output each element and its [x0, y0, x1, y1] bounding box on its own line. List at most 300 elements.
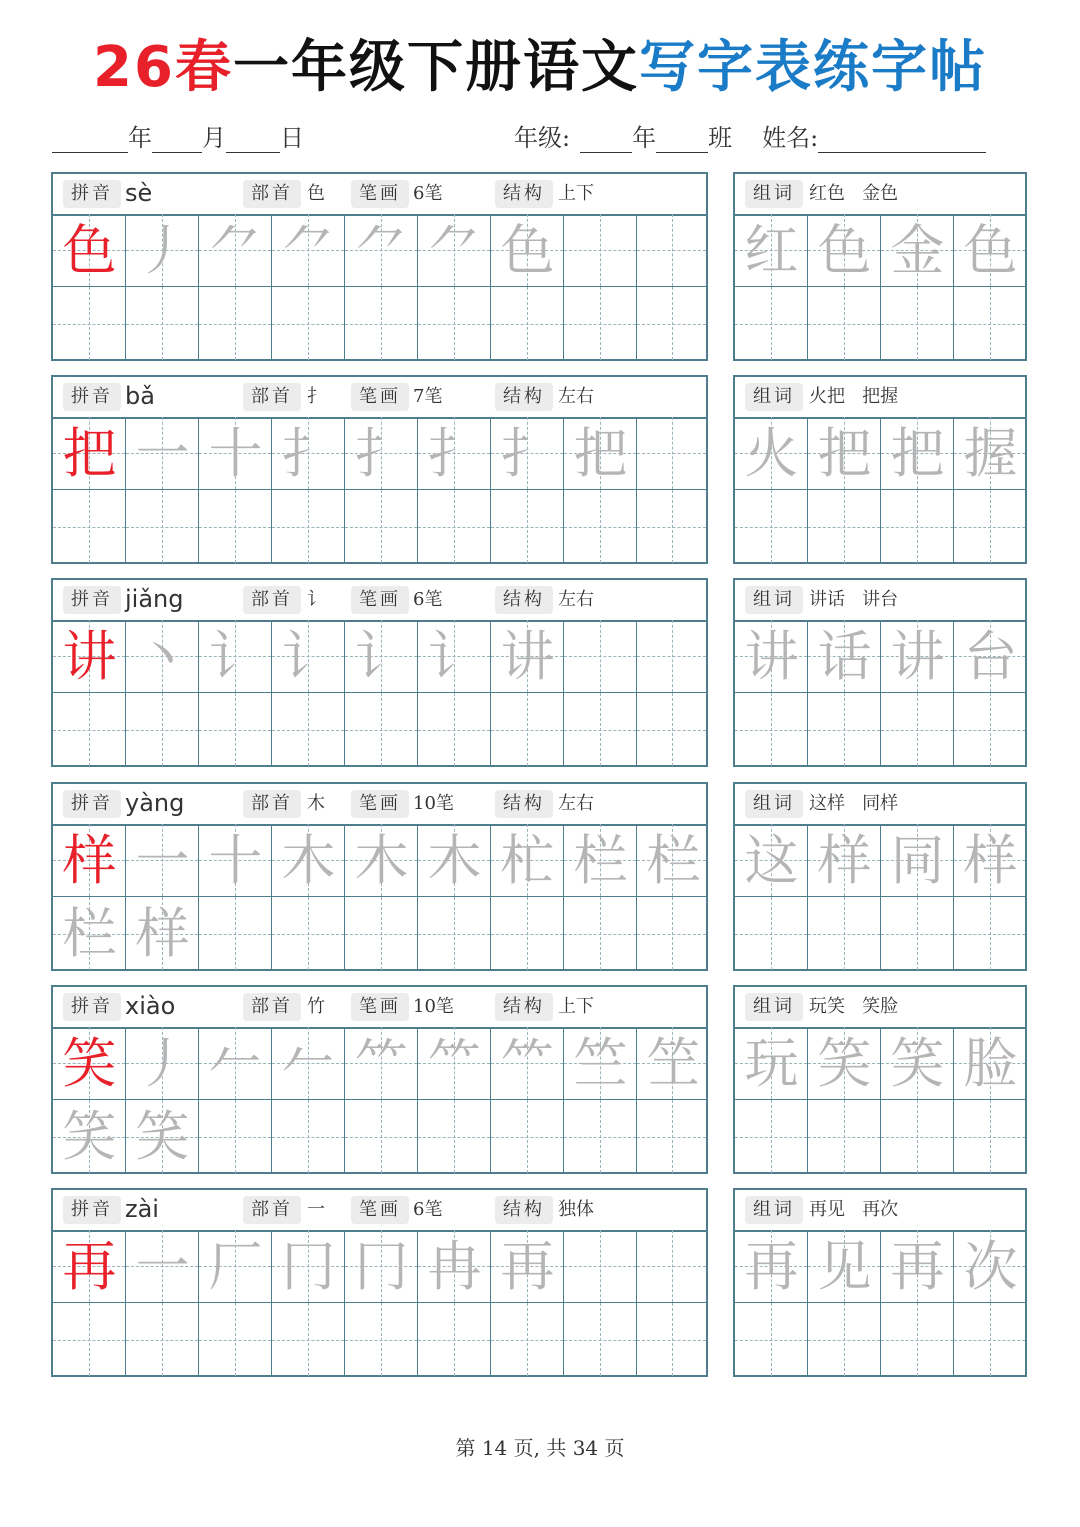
writing-cell[interactable]: [199, 1027, 272, 1100]
words-panel: [733, 172, 1027, 361]
writing-cell[interactable]: [199, 1100, 272, 1173]
words-value: 火把 把握: [809, 386, 899, 407]
writing-cell[interactable]: [418, 417, 491, 490]
writing-cell[interactable]: [126, 824, 199, 897]
writing-cell[interactable]: [808, 693, 881, 766]
writing-cell[interactable]: [272, 1100, 345, 1173]
writing-cell[interactable]: [881, 1230, 954, 1303]
writing-cell[interactable]: [491, 417, 564, 490]
info-bar: [53, 784, 706, 826]
stroke-step-character: 丿: [135, 1032, 190, 1095]
writing-cell[interactable]: [881, 824, 954, 897]
words-tag: 组词: [745, 993, 803, 1021]
words-panel: [733, 1188, 1027, 1377]
writing-cell[interactable]: [735, 1100, 808, 1173]
writing-cell[interactable]: [199, 287, 272, 360]
strokes-value: 6笔: [413, 589, 443, 610]
writing-cell[interactable]: [418, 490, 491, 563]
radical-value: 色: [307, 183, 325, 204]
stroke-step-character: 冂: [354, 1235, 409, 1298]
stroke-step-character: ⺈: [281, 219, 336, 282]
writing-cell[interactable]: [881, 1303, 954, 1376]
stroke-step-character: ⺈: [208, 219, 263, 282]
stroke-step-character: 冉: [427, 1235, 482, 1298]
stroke-step-character: 把: [573, 422, 628, 485]
words-tag: 组词: [745, 180, 803, 208]
name-label: 姓名:: [762, 124, 819, 152]
word-trace-character: 再: [744, 1235, 799, 1298]
writing-cell[interactable]: [272, 824, 345, 897]
model-character: 再: [62, 1235, 117, 1298]
stroke-step-character: 丶: [135, 625, 190, 688]
model-character: 讲: [62, 625, 117, 688]
writing-cell[interactable]: [808, 1027, 881, 1100]
writing-cell[interactable]: [808, 824, 881, 897]
word-trace-character: 金: [890, 219, 945, 282]
writing-cell[interactable]: [564, 1303, 637, 1376]
writing-cell[interactable]: [53, 620, 126, 693]
pinyin-value: bǎ: [125, 382, 155, 410]
writing-cell[interactable]: [272, 417, 345, 490]
stroke-step-character: 栏: [573, 829, 628, 892]
writing-cell[interactable]: [418, 1027, 491, 1100]
writing-cell[interactable]: [199, 490, 272, 563]
writing-cell[interactable]: [126, 897, 199, 970]
writing-cell[interactable]: [564, 1230, 637, 1303]
practice-panel: [51, 1188, 708, 1377]
writing-cell[interactable]: [637, 490, 706, 563]
stroke-step-character: 扌: [427, 422, 482, 485]
writing-cell[interactable]: [491, 824, 564, 897]
writing-cell[interactable]: [881, 417, 954, 490]
pinyin-value: zài: [125, 1195, 159, 1223]
writing-cell[interactable]: [53, 287, 126, 360]
word-trace-character: 握: [963, 422, 1018, 485]
structure-value: 左右: [558, 386, 594, 407]
writing-cell[interactable]: [491, 214, 564, 287]
radical-tag: 部首: [243, 383, 301, 411]
writing-cell[interactable]: [954, 824, 1025, 897]
stroke-step-character: 讠: [281, 625, 336, 688]
writing-cell[interactable]: [881, 693, 954, 766]
writing-cell[interactable]: [126, 1230, 199, 1303]
info-bar: [53, 1190, 706, 1232]
word-trace-character: 火: [744, 422, 799, 485]
writing-cell[interactable]: [735, 620, 808, 693]
writing-cell[interactable]: [637, 1230, 706, 1303]
writing-cell[interactable]: [53, 1100, 126, 1173]
writing-cell[interactable]: [126, 1303, 199, 1376]
writing-cell[interactable]: [126, 1027, 199, 1100]
stroke-step-character: 栏: [646, 829, 701, 892]
writing-cell[interactable]: [126, 620, 199, 693]
writing-cell[interactable]: [491, 1230, 564, 1303]
pinyin-value: xiào: [125, 992, 176, 1020]
writing-cell[interactable]: [418, 620, 491, 693]
model-character: 笑: [62, 1032, 117, 1095]
stroke-step-character: 一: [135, 829, 190, 892]
radical-value: 木: [307, 793, 325, 814]
stroke-step-character: ⺮: [500, 1032, 555, 1095]
word-trace-character: 脸: [963, 1032, 1018, 1095]
writing-cell[interactable]: [954, 1027, 1025, 1100]
structure-value: 左右: [558, 793, 594, 814]
radical-value: 竹: [307, 996, 325, 1017]
word-trace-character: 见: [817, 1235, 872, 1298]
writing-cell[interactable]: [126, 417, 199, 490]
writing-cell[interactable]: [345, 1230, 418, 1303]
words-value: 再见 再次: [809, 1199, 899, 1220]
writing-cell[interactable]: [53, 693, 126, 766]
title-part-blue: 写字表练字帖: [638, 35, 987, 100]
year-label: 年: [128, 124, 152, 152]
writing-cell[interactable]: [637, 1303, 706, 1376]
writing-cell[interactable]: [735, 417, 808, 490]
writing-cell[interactable]: [954, 1303, 1025, 1376]
writing-cell[interactable]: [735, 287, 808, 360]
structure-value: 左右: [558, 589, 594, 610]
writing-cell[interactable]: [199, 620, 272, 693]
writing-cell[interactable]: [53, 1027, 126, 1100]
writing-cell[interactable]: [954, 1230, 1025, 1303]
structure-value: 上下: [558, 183, 594, 204]
writing-cell[interactable]: [418, 287, 491, 360]
words-bar: [735, 377, 1025, 419]
stroke-step-character: 讠: [354, 625, 409, 688]
writing-cell[interactable]: [735, 693, 808, 766]
writing-cell[interactable]: [881, 287, 954, 360]
writing-cell[interactable]: [272, 1303, 345, 1376]
writing-cell[interactable]: [954, 620, 1025, 693]
writing-cell[interactable]: [881, 1100, 954, 1173]
words-tag: 组词: [745, 1196, 803, 1224]
writing-cell[interactable]: [272, 693, 345, 766]
stroke-step-character: 一: [135, 422, 190, 485]
radical-tag: 部首: [243, 180, 301, 208]
practice-panel: [51, 578, 708, 767]
writing-cell[interactable]: [637, 287, 706, 360]
writing-cell[interactable]: [418, 1100, 491, 1173]
writing-cell[interactable]: [199, 214, 272, 287]
strokes-tag: 笔画: [351, 586, 409, 614]
words-panel: [733, 782, 1027, 971]
words-value: 玩笑 笑脸: [809, 996, 899, 1017]
stroke-step-character: 十: [208, 422, 263, 485]
writing-cell[interactable]: [272, 1230, 345, 1303]
writing-cell[interactable]: [637, 824, 706, 897]
writing-cell[interactable]: [735, 824, 808, 897]
writing-cell[interactable]: [345, 417, 418, 490]
stroke-step-character: 笑: [62, 1105, 117, 1168]
radical-tag: 部首: [243, 586, 301, 614]
structure-value: 独体: [558, 1199, 594, 1220]
day-label: 日: [280, 124, 304, 152]
writing-cell[interactable]: [564, 1027, 637, 1100]
pinyin-tag: 拼音: [63, 993, 121, 1021]
pinyin-value: jiǎng: [125, 585, 184, 613]
radical-tag: 部首: [243, 790, 301, 818]
radical-value: 扌: [307, 386, 325, 407]
stroke-step-character: 讠: [208, 625, 263, 688]
writing-cell[interactable]: [954, 287, 1025, 360]
stroke-step-character: 再: [500, 1235, 555, 1298]
writing-cell[interactable]: [881, 1027, 954, 1100]
writing-cell[interactable]: [954, 1100, 1025, 1173]
writing-cell[interactable]: [881, 214, 954, 287]
writing-cell[interactable]: [954, 214, 1025, 287]
word-trace-character: 讲: [744, 625, 799, 688]
pinyin-value: sè: [125, 179, 153, 207]
stroke-step-character: ⺮: [427, 1032, 482, 1095]
title-part-black: 一年级下册语文: [232, 35, 639, 100]
writing-cell[interactable]: [491, 1027, 564, 1100]
writing-cell[interactable]: [53, 824, 126, 897]
writing-cell[interactable]: [345, 490, 418, 563]
writing-cell[interactable]: [199, 1230, 272, 1303]
pinyin-tag: 拼音: [63, 1196, 121, 1224]
practice-panel: [51, 172, 708, 361]
writing-cell[interactable]: [418, 1303, 491, 1376]
radical-value: 讠: [307, 589, 325, 610]
writing-cell[interactable]: [564, 214, 637, 287]
writing-cell[interactable]: [53, 490, 126, 563]
words-tag: 组词: [745, 586, 803, 614]
writing-cell[interactable]: [637, 620, 706, 693]
words-bar: [735, 174, 1025, 216]
stroke-step-character: 讠: [427, 625, 482, 688]
year-blank[interactable]: [52, 124, 128, 153]
writing-cell[interactable]: [345, 1100, 418, 1173]
stroke-step-character: 样: [135, 902, 190, 965]
words-bar: [735, 1190, 1025, 1232]
writing-cell[interactable]: [126, 490, 199, 563]
writing-cell[interactable]: [53, 214, 126, 287]
stroke-step-character: ⺮: [354, 1032, 409, 1095]
date-line: [52, 118, 304, 158]
practice-panel: [51, 375, 708, 564]
writing-cell[interactable]: [345, 620, 418, 693]
writing-cell[interactable]: [564, 693, 637, 766]
word-trace-character: 次: [963, 1235, 1018, 1298]
stroke-step-character: 扌: [354, 422, 409, 485]
stroke-step-character: ⺈: [354, 219, 409, 282]
word-trace-character: 样: [817, 829, 872, 892]
structure-tag: 结构: [495, 790, 553, 818]
structure-value: 上下: [558, 996, 594, 1017]
writing-cell[interactable]: [53, 897, 126, 970]
structure-tag: 结构: [495, 586, 553, 614]
writing-cell[interactable]: [345, 1027, 418, 1100]
writing-cell[interactable]: [808, 1303, 881, 1376]
writing-cell[interactable]: [272, 1027, 345, 1100]
pinyin-tag: 拼音: [63, 383, 121, 411]
word-trace-character: 这: [744, 829, 799, 892]
day-blank[interactable]: [226, 124, 280, 153]
writing-cell[interactable]: [808, 1100, 881, 1173]
writing-cell[interactable]: [418, 693, 491, 766]
writing-cell[interactable]: [491, 1303, 564, 1376]
writing-cell[interactable]: [491, 620, 564, 693]
strokes-value: 6笔: [413, 1199, 443, 1220]
class-suffix: 班: [708, 124, 733, 152]
writing-cell[interactable]: [491, 490, 564, 563]
name-blank[interactable]: [818, 124, 986, 153]
title-part-red: 26春: [93, 35, 233, 100]
stroke-step-character: 𠂉: [208, 1032, 263, 1095]
words-panel: [733, 375, 1027, 564]
word-trace-character: 把: [817, 422, 872, 485]
practice-panel: [51, 985, 708, 1174]
writing-cell[interactable]: [954, 693, 1025, 766]
stroke-step-character: 木: [281, 829, 336, 892]
radical-value: 一: [307, 1199, 325, 1220]
writing-cell[interactable]: [345, 824, 418, 897]
writing-cell[interactable]: [881, 490, 954, 563]
stroke-step-character: ⺈: [427, 219, 482, 282]
stroke-step-character: 一: [135, 1235, 190, 1298]
writing-cell[interactable]: [199, 1303, 272, 1376]
writing-cell[interactable]: [808, 490, 881, 563]
strokes-tag: 笔画: [351, 1196, 409, 1224]
stroke-step-character: 杧: [500, 829, 555, 892]
writing-cell[interactable]: [735, 1027, 808, 1100]
grade-line: [514, 118, 986, 158]
words-value: 讲话 讲台: [809, 589, 899, 610]
radical-tag: 部首: [243, 1196, 301, 1224]
writing-cell[interactable]: [808, 620, 881, 693]
strokes-tag: 笔画: [351, 383, 409, 411]
writing-cell[interactable]: [418, 824, 491, 897]
writing-cell[interactable]: [637, 1100, 706, 1173]
writing-cell[interactable]: [564, 620, 637, 693]
writing-cell[interactable]: [735, 1230, 808, 1303]
writing-cell[interactable]: [808, 214, 881, 287]
word-trace-character: 讲: [890, 625, 945, 688]
writing-cell[interactable]: [735, 214, 808, 287]
strokes-value: 7笔: [413, 386, 443, 407]
writing-cell[interactable]: [564, 824, 637, 897]
model-character: 色: [62, 219, 117, 282]
writing-cell[interactable]: [53, 1230, 126, 1303]
writing-cell[interactable]: [199, 824, 272, 897]
pinyin-tag: 拼音: [63, 180, 121, 208]
writing-cell[interactable]: [735, 1303, 808, 1376]
grade-blank[interactable]: [580, 124, 632, 153]
writing-cell[interactable]: [637, 214, 706, 287]
class-blank[interactable]: [656, 124, 708, 153]
month-blank[interactable]: [152, 124, 202, 153]
info-bar: [53, 377, 706, 419]
word-trace-character: 色: [963, 219, 1018, 282]
writing-cell[interactable]: [564, 1100, 637, 1173]
writing-cell[interactable]: [491, 1100, 564, 1173]
writing-cell[interactable]: [345, 897, 418, 970]
stroke-step-character: 冂: [281, 1235, 336, 1298]
strokes-value: 10笔: [413, 996, 454, 1017]
writing-cell[interactable]: [418, 214, 491, 287]
writing-cell[interactable]: [345, 287, 418, 360]
grade-label: 年级:: [514, 124, 571, 152]
writing-cell[interactable]: [345, 693, 418, 766]
writing-cell[interactable]: [126, 693, 199, 766]
writing-cell[interactable]: [954, 417, 1025, 490]
writing-cell[interactable]: [954, 490, 1025, 563]
stroke-step-character: 扌: [281, 422, 336, 485]
stroke-step-character: 笁: [646, 1032, 701, 1095]
writing-cell[interactable]: [272, 620, 345, 693]
writing-cell[interactable]: [126, 1100, 199, 1173]
word-trace-character: 把: [890, 422, 945, 485]
writing-cell[interactable]: [272, 490, 345, 563]
structure-tag: 结构: [495, 180, 553, 208]
writing-cell[interactable]: [808, 417, 881, 490]
writing-cell[interactable]: [345, 214, 418, 287]
writing-cell[interactable]: [345, 1303, 418, 1376]
writing-cell[interactable]: [199, 693, 272, 766]
writing-cell[interactable]: [637, 693, 706, 766]
word-trace-character: 笑: [890, 1032, 945, 1095]
writing-cell[interactable]: [735, 897, 808, 970]
strokes-tag: 笔画: [351, 993, 409, 1021]
writing-cell[interactable]: [53, 417, 126, 490]
info-bar: [53, 174, 706, 216]
stroke-step-character: 𠂉: [281, 1032, 336, 1095]
stroke-step-character: 厂: [208, 1235, 263, 1298]
words-panel: [733, 578, 1027, 767]
writing-cell[interactable]: [881, 620, 954, 693]
month-label: 月: [202, 124, 226, 152]
writing-cell[interactable]: [564, 287, 637, 360]
writing-cell[interactable]: [491, 897, 564, 970]
writing-cell[interactable]: [808, 287, 881, 360]
word-trace-character: 再: [890, 1235, 945, 1298]
writing-cell[interactable]: [808, 1230, 881, 1303]
writing-cell[interactable]: [53, 1303, 126, 1376]
writing-cell[interactable]: [418, 1230, 491, 1303]
writing-cell[interactable]: [735, 490, 808, 563]
writing-cell[interactable]: [637, 417, 706, 490]
writing-cell[interactable]: [272, 897, 345, 970]
writing-cell[interactable]: [491, 287, 564, 360]
writing-cell[interactable]: [418, 897, 491, 970]
words-value: 红色 金色: [809, 183, 899, 204]
writing-cell[interactable]: [808, 897, 881, 970]
info-bar: [53, 580, 706, 622]
writing-cell[interactable]: [272, 214, 345, 287]
writing-cell[interactable]: [881, 897, 954, 970]
writing-cell[interactable]: [491, 693, 564, 766]
writing-cell[interactable]: [637, 897, 706, 970]
writing-cell[interactable]: [564, 417, 637, 490]
word-trace-character: 色: [817, 219, 872, 282]
stroke-step-character: 色: [500, 219, 555, 282]
writing-cell[interactable]: [199, 897, 272, 970]
pinyin-tag: 拼音: [63, 790, 121, 818]
writing-cell[interactable]: [199, 417, 272, 490]
writing-cell[interactable]: [954, 897, 1025, 970]
writing-cell[interactable]: [637, 1027, 706, 1100]
writing-cell[interactable]: [126, 214, 199, 287]
writing-cell[interactable]: [126, 287, 199, 360]
model-character: 把: [62, 422, 117, 485]
words-tag: 组词: [745, 383, 803, 411]
word-trace-character: 样: [963, 829, 1018, 892]
writing-cell[interactable]: [564, 490, 637, 563]
stroke-step-character: 木: [427, 829, 482, 892]
model-character: 样: [62, 829, 117, 892]
writing-cell[interactable]: [272, 287, 345, 360]
writing-cell[interactable]: [564, 897, 637, 970]
